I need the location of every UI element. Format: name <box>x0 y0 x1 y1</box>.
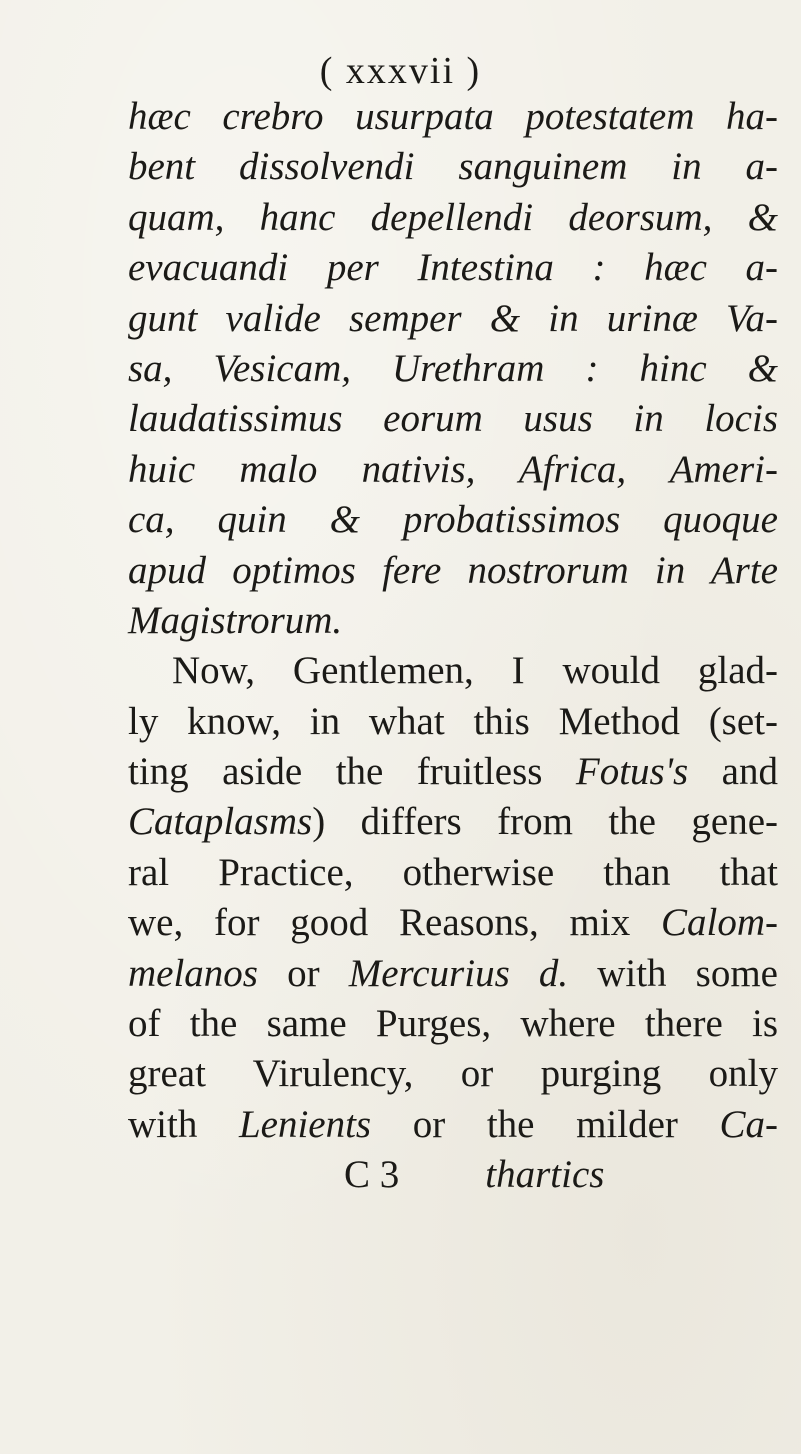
roman-text: ral Practice, otherwise than that <box>128 850 778 894</box>
italic-text: Mercurius d. <box>348 951 569 995</box>
page-footer <box>128 1150 778 1200</box>
italic-text: sa, Vesicam, Urethram : hinc & <box>128 346 778 390</box>
text-line <box>128 445 778 495</box>
italic-text: evacuandi per Intestina : hæc a- <box>128 246 778 290</box>
body-text <box>128 92 778 1201</box>
text-line <box>128 142 778 192</box>
italic-text: ca, quin & probatissimos quoque <box>128 498 778 542</box>
text-line <box>128 344 778 394</box>
page-header: ( xxxvii ) <box>319 50 482 92</box>
italic-text: Magistrorum. <box>128 598 343 642</box>
roman-text: ) differs from the gene- <box>312 800 778 844</box>
roman-text: and <box>688 750 778 794</box>
text-line <box>128 495 778 545</box>
text-line <box>128 646 778 696</box>
roman-text: with some <box>568 951 778 995</box>
italic-text: Calom- <box>661 901 778 945</box>
roman-text: we, for good Reasons, mix <box>128 901 661 945</box>
text-line <box>128 1049 778 1099</box>
italic-text: laudatissimus eorum usus in locis <box>128 397 778 441</box>
italic-text: gunt valide semper & in urinæ Va- <box>128 296 778 340</box>
text-line <box>128 546 778 596</box>
text-line <box>128 848 778 898</box>
text-line <box>128 999 778 1049</box>
catchword: thartics <box>485 1153 605 1197</box>
roman-text: Now, Gentlemen, I would glad- <box>172 649 778 693</box>
italic-text: hæc crebro usurpata potestatem ha- <box>128 95 778 138</box>
roman-text: or the milder <box>371 1102 720 1146</box>
italic-text: quam, hanc depellendi deorsum, & <box>128 195 778 239</box>
italic-text: Fotus's <box>575 750 689 794</box>
roman-text: ting aside the fruitless <box>128 750 576 794</box>
italic-text: apud optimos fere nostrorum in Arte <box>128 548 778 592</box>
roman-text: ly know, in what this Method (set- <box>128 699 778 743</box>
roman-text: great Virulency, or purging only <box>128 1052 778 1096</box>
text-line <box>128 797 778 847</box>
text-line <box>128 898 778 948</box>
text-line <box>128 294 778 344</box>
text-line <box>128 1100 778 1150</box>
text-line <box>128 394 778 444</box>
text-line <box>128 949 778 999</box>
text-line <box>128 697 778 747</box>
italic-text: Lenients <box>238 1102 372 1146</box>
text-line <box>128 747 778 797</box>
italic-text: Ca- <box>719 1102 778 1146</box>
italic-text: melanos <box>128 951 258 995</box>
roman-text: with <box>128 1102 239 1146</box>
italic-text: huic malo nativis, Africa, Ameri- <box>128 447 778 491</box>
text-line <box>128 243 778 293</box>
text-line <box>128 92 778 142</box>
roman-text: of the same Purges, where there is <box>128 1002 778 1046</box>
text-line <box>128 596 778 646</box>
text-line <box>128 193 778 243</box>
roman-text: or <box>258 951 349 995</box>
italic-text: bent dissolvendi sanguinem in a- <box>128 145 778 189</box>
signature-mark: C 3 <box>344 1153 400 1197</box>
italic-text: Cataplasms <box>128 800 313 844</box>
